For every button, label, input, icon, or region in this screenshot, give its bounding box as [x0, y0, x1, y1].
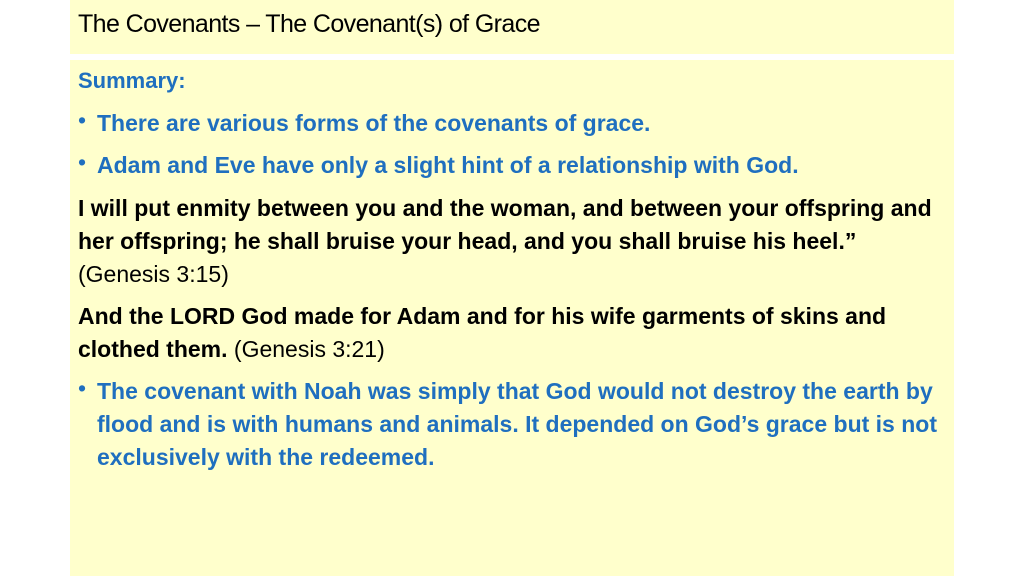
bullet-text: The covenant with Noah was simply that God would not destroy the earth by flood and is with humans and animals. It depended on God’s grace but is not exclusively with the redeemed. — [97, 378, 937, 470]
quote-text: I will put enmity between you and the woman, and between your offspring and her offspring; he shall bruise your head, and you shall bruise his heel.” — [78, 195, 932, 254]
quote-text: And the LORD God made for Adam and for his wife garments of skins and clothed them. — [78, 303, 887, 362]
slide-title: The Covenants – The Covenant(s) of Grace — [78, 10, 540, 38]
quote-genesis-3-15 — [78, 192, 948, 291]
bullet-item-forms — [78, 107, 948, 140]
title-bar — [70, 0, 954, 54]
bullet-text: There are various forms of the covenants of grace. — [97, 110, 651, 136]
scripture-reference: (Genesis 3:15) — [78, 261, 229, 287]
bullet-dot: • — [78, 149, 87, 175]
bullet-item-adam-eve — [78, 149, 948, 182]
quote-genesis-3-21 — [78, 300, 948, 366]
bullet-text: Adam and Eve have only a slight hint of a relationship with God. — [97, 152, 799, 178]
bullet-dot: • — [78, 107, 87, 133]
bullet-item-noah — [78, 375, 948, 474]
summary-heading: Summary: — [78, 68, 186, 93]
scripture-reference: (Genesis 3:21) — [233, 336, 385, 362]
slide-content — [70, 60, 954, 576]
bullet-dot: • — [78, 375, 87, 401]
